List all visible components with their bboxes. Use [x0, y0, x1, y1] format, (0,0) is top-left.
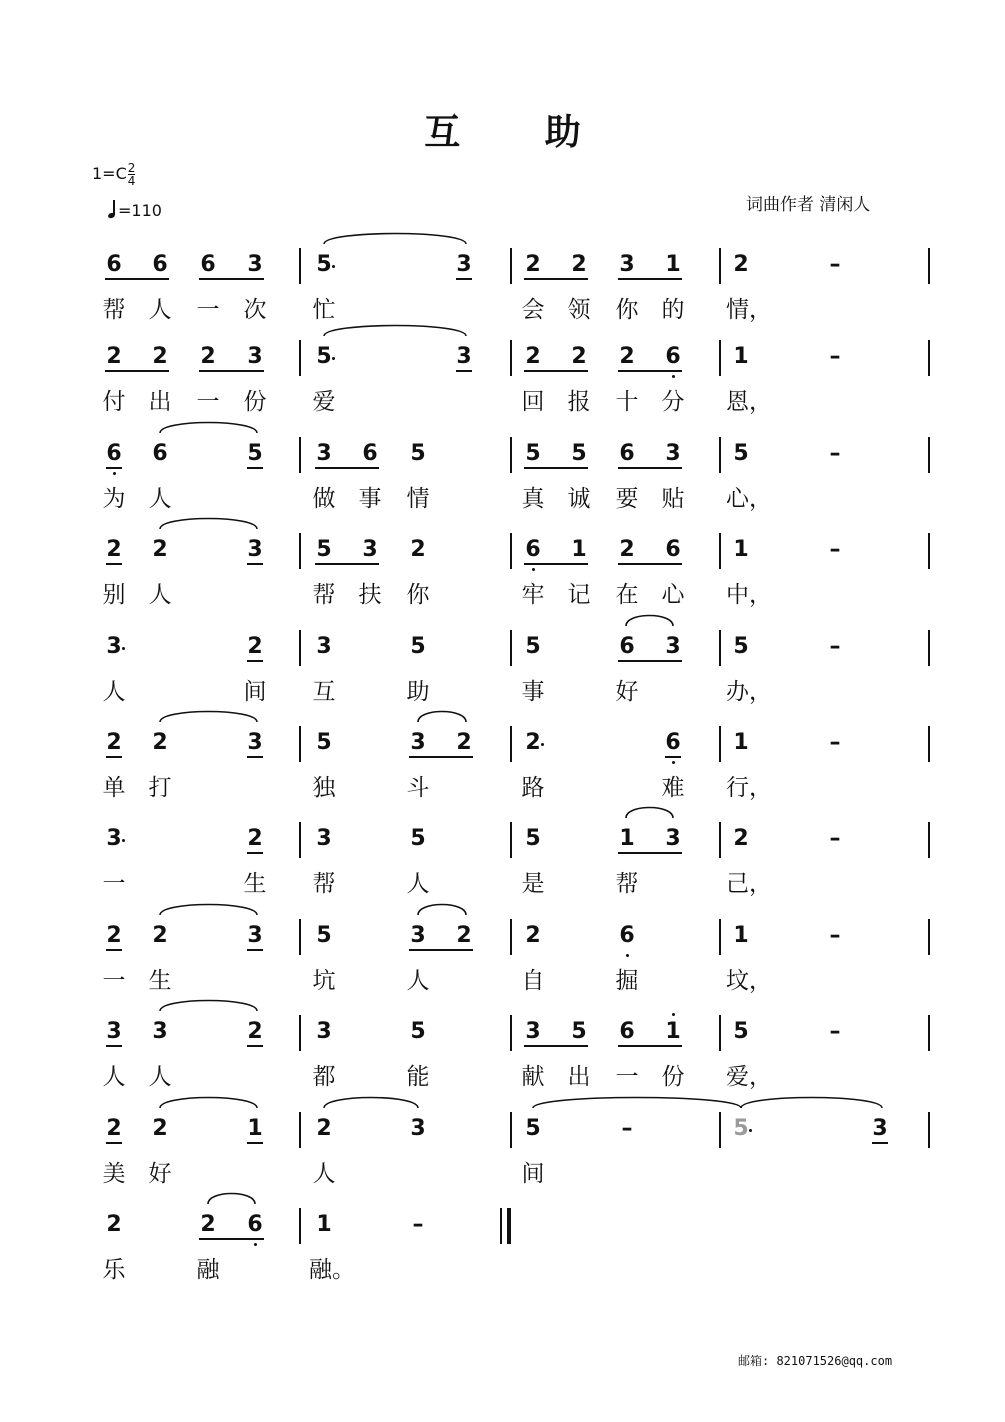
lyric: 帮: [615, 871, 639, 897]
slur: [160, 519, 257, 530]
note: 2: [619, 537, 635, 562]
note: 2: [571, 344, 587, 369]
note: 2: [200, 344, 216, 369]
slur: [160, 423, 257, 434]
note: 1: [733, 537, 749, 562]
lyric: 出: [567, 1064, 591, 1090]
lyric: 情，: [726, 297, 772, 323]
note: 5: [410, 826, 426, 851]
lyric: 报: [567, 389, 591, 415]
note: –: [829, 441, 841, 466]
note: 2: [152, 344, 168, 369]
lyric: 难: [661, 775, 685, 801]
lyric: 一: [102, 871, 126, 897]
note: 5: [316, 344, 332, 369]
lyric: 一: [615, 1064, 639, 1090]
note: 5: [316, 730, 332, 755]
note: 5: [733, 441, 749, 466]
note: 3: [316, 441, 332, 466]
note: 3: [247, 252, 263, 277]
lyric: 做: [312, 486, 336, 512]
lyric: 份: [661, 1064, 685, 1090]
lyric: 人: [312, 1161, 336, 1187]
note: 1: [247, 1116, 263, 1141]
lyric: 能: [406, 1064, 430, 1090]
note: 3: [106, 826, 122, 851]
lyric: 好: [148, 1161, 172, 1187]
note: 5: [247, 441, 263, 466]
lyric: 都: [312, 1064, 336, 1090]
lyric: 融: [196, 1257, 220, 1283]
note: 5: [410, 1019, 426, 1044]
note: 3: [316, 634, 332, 659]
note: 6: [665, 730, 681, 755]
lyric: 人: [148, 297, 172, 323]
note: 6: [152, 441, 168, 466]
lyric: 人: [406, 968, 430, 994]
note: 1: [733, 730, 749, 755]
note: 2: [106, 344, 122, 369]
lyric: 为: [102, 486, 126, 512]
note: 2: [152, 537, 168, 562]
key-signature: 1=C: [92, 164, 127, 183]
note: 6: [362, 441, 378, 466]
note: 2: [106, 537, 122, 562]
note: 6: [619, 923, 635, 948]
note: 6: [525, 537, 541, 562]
note: –: [829, 1019, 841, 1044]
lyric: 别: [102, 582, 126, 608]
note: 2: [247, 1019, 263, 1044]
slur: [208, 1194, 255, 1205]
lyric: 扶: [358, 582, 382, 608]
lyric: 人: [102, 1064, 126, 1090]
slur: [160, 1098, 257, 1109]
note: 5: [733, 1116, 749, 1141]
note: 6: [152, 252, 168, 277]
note: 1: [316, 1212, 332, 1237]
note: 3: [456, 252, 472, 277]
note: 1: [733, 923, 749, 948]
lyric: 十: [615, 389, 639, 415]
lyric: 融。: [309, 1257, 355, 1283]
note: 6: [619, 1019, 635, 1044]
note: 5: [525, 1116, 541, 1141]
note: 3: [410, 730, 426, 755]
note: 2: [525, 923, 541, 948]
lyric: 心: [661, 582, 685, 608]
lyric: 一: [102, 968, 126, 994]
slur: [324, 326, 466, 337]
email-contact: 邮箱: 821071526@qq.com: [738, 1354, 893, 1368]
lyric: 乐: [102, 1257, 126, 1283]
note: 2: [733, 826, 749, 851]
note: 6: [619, 441, 635, 466]
note: –: [412, 1212, 424, 1237]
lyric: 帮: [312, 871, 336, 897]
note: –: [829, 923, 841, 948]
note: 3: [247, 537, 263, 562]
lyric: 互: [312, 679, 336, 705]
lyric: 坑: [312, 968, 336, 994]
lyric: 斗: [406, 775, 430, 801]
lyric: 好: [615, 679, 639, 705]
note: 3: [362, 537, 378, 562]
lyric: 你: [615, 297, 639, 323]
note: 3: [247, 344, 263, 369]
note: 3: [316, 826, 332, 851]
note: 2: [200, 1212, 216, 1237]
note: 3: [410, 923, 426, 948]
lyric: 帮: [312, 582, 336, 608]
author-credit: 词曲作者 清闲人: [746, 195, 871, 215]
lyric: 诚: [567, 486, 591, 512]
note: 3: [665, 634, 681, 659]
note: 3: [316, 1019, 332, 1044]
tempo-value: =110: [118, 201, 162, 220]
note: –: [829, 537, 841, 562]
lyric: 情: [406, 486, 430, 512]
slur: [160, 712, 257, 723]
note: 2: [456, 923, 472, 948]
note: 2: [525, 730, 541, 755]
note: 2: [410, 537, 426, 562]
note: 1: [619, 826, 635, 851]
note: 3: [525, 1019, 541, 1044]
lyric: 贴: [661, 486, 685, 512]
lyric: 在: [615, 582, 639, 608]
lyric: 中，: [726, 582, 772, 608]
note: 2: [247, 826, 263, 851]
note: 5: [733, 634, 749, 659]
slur: [160, 1001, 257, 1012]
note: 5: [525, 634, 541, 659]
note: 2: [152, 1116, 168, 1141]
note: –: [621, 1116, 633, 1141]
slur: [418, 905, 466, 916]
slur: [160, 905, 257, 916]
lyric: 回: [521, 389, 545, 415]
lyric: 恩，: [726, 389, 772, 415]
lyric: 一: [196, 297, 220, 323]
lyric: 事: [358, 486, 382, 512]
note: 2: [525, 252, 541, 277]
note: –: [829, 826, 841, 851]
note: 5: [316, 923, 332, 948]
lyric: 是: [521, 871, 545, 897]
note: 1: [665, 1019, 681, 1044]
lyric: 心，: [726, 486, 772, 512]
slur: [324, 1098, 418, 1109]
note: 2: [619, 344, 635, 369]
note: 1: [665, 252, 681, 277]
lyric: 次: [243, 297, 267, 323]
lyric: 帮: [102, 297, 126, 323]
slur: [533, 1098, 741, 1109]
lyric: 助: [406, 679, 430, 705]
note: 6: [665, 537, 681, 562]
lyric: 的: [661, 297, 685, 323]
lyric: 真: [521, 486, 545, 512]
note: 5: [316, 252, 332, 277]
lyric: 会: [521, 297, 545, 323]
lyric: 独: [312, 775, 336, 801]
lyric: 你: [406, 582, 430, 608]
note: 3: [456, 344, 472, 369]
note: 3: [410, 1116, 426, 1141]
note: 3: [665, 441, 681, 466]
lyric: 美: [102, 1161, 126, 1187]
note: 6: [665, 344, 681, 369]
note: 2: [106, 1116, 122, 1141]
note: 3: [619, 252, 635, 277]
lyric: 间: [243, 679, 267, 705]
song-title: 互 助: [424, 112, 617, 153]
lyric: 单: [102, 775, 126, 801]
lyric: 生: [243, 871, 267, 897]
lyric: 要: [615, 486, 639, 512]
lyric: 坟，: [726, 968, 772, 994]
note: 5: [733, 1019, 749, 1044]
time-signature: $\frac{2}{4}$: [127, 161, 136, 188]
note: 3: [152, 1019, 168, 1044]
note: 3: [872, 1116, 888, 1141]
note: 3: [247, 923, 263, 948]
note: 3: [106, 1019, 122, 1044]
lyric: 行，: [726, 775, 772, 801]
note: 3: [247, 730, 263, 755]
lyric: 人: [102, 679, 126, 705]
note: 2: [733, 252, 749, 277]
lyric: 人: [148, 582, 172, 608]
note: 3: [665, 826, 681, 851]
lyric: 献: [521, 1064, 545, 1090]
lyric: 办，: [726, 679, 772, 705]
note: 6: [247, 1212, 263, 1237]
slur: [418, 712, 466, 723]
slur: [741, 1098, 882, 1109]
note: 5: [410, 634, 426, 659]
note: 2: [316, 1116, 332, 1141]
lyric: 付: [102, 389, 126, 415]
lyric: 自: [521, 968, 545, 994]
lyric: 爱: [312, 389, 336, 415]
lyric: 份: [243, 389, 267, 415]
lyric: 出: [148, 389, 172, 415]
note: 6: [106, 441, 122, 466]
note: 2: [247, 634, 263, 659]
note: 2: [456, 730, 472, 755]
note: 5: [525, 441, 541, 466]
slur: [324, 234, 466, 245]
lyric: 忙: [312, 297, 336, 323]
note: 6: [106, 252, 122, 277]
note: 5: [525, 826, 541, 851]
note: 1: [733, 344, 749, 369]
note: –: [829, 634, 841, 659]
note: –: [829, 730, 841, 755]
note: 2: [525, 344, 541, 369]
slur: [626, 808, 673, 819]
lyric: 路: [521, 775, 545, 801]
note: 6: [200, 252, 216, 277]
lyric: 间: [521, 1161, 545, 1187]
note: 5: [316, 537, 332, 562]
lyric: 牢: [521, 582, 545, 608]
lyric: 人: [148, 486, 172, 512]
note: –: [829, 252, 841, 277]
note: –: [829, 344, 841, 369]
note: 3: [106, 634, 122, 659]
note: 2: [106, 730, 122, 755]
lyric: 打: [148, 775, 172, 801]
note: 1: [571, 537, 587, 562]
note: 6: [619, 634, 635, 659]
lyric: 人: [148, 1064, 172, 1090]
lyric: 记: [567, 582, 591, 608]
lyric: 生: [148, 968, 172, 994]
lyric: 爱，: [726, 1064, 772, 1090]
note: 5: [571, 1019, 587, 1044]
lyric: 一: [196, 389, 220, 415]
slur: [626, 616, 673, 627]
lyric: 己，: [726, 871, 772, 897]
note: 2: [106, 923, 122, 948]
lyric: 掘: [615, 968, 639, 994]
note: 2: [106, 1212, 122, 1237]
lyric: 事: [521, 679, 545, 705]
note: 2: [152, 923, 168, 948]
lyric: 领: [567, 297, 591, 323]
note: 5: [571, 441, 587, 466]
note: 2: [152, 730, 168, 755]
lyric: 人: [406, 871, 430, 897]
note: 2: [571, 252, 587, 277]
lyric: 分: [661, 389, 685, 415]
note: 5: [410, 441, 426, 466]
